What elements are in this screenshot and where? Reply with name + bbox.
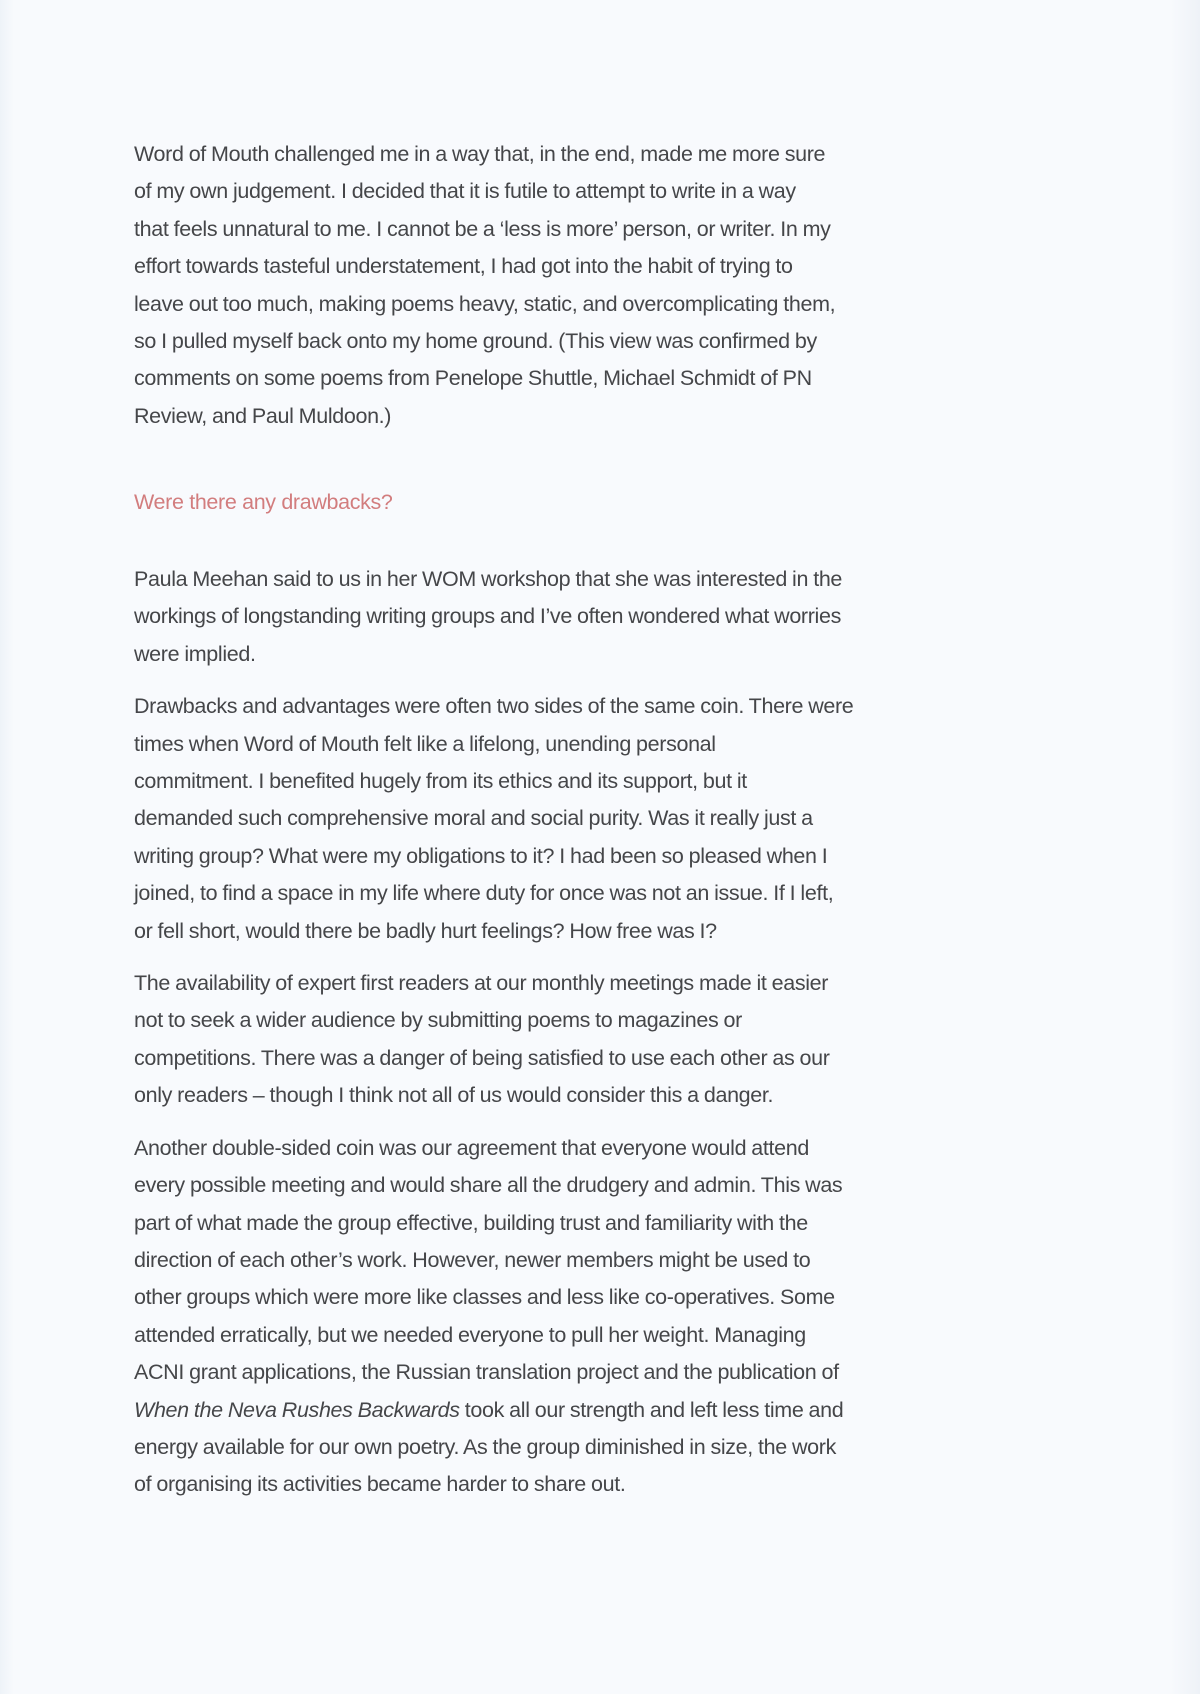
text-line: joined, to find a space in my life where duty for once was not an issue. If I left,	[134, 881, 834, 906]
text-line: not to seek a wider audience by submitting poems to magazines or	[134, 1008, 742, 1033]
text-line: of my own judgement. I decided that it is futile to attempt to write in a way	[134, 179, 796, 204]
paragraph-drawbacks-advantages	[134, 688, 1069, 950]
text-line: times when Word of Mouth felt like a lifelong, unending personal	[134, 731, 716, 756]
text-line: The availability of expert first readers at our monthly meetings made it easier	[134, 971, 829, 996]
paragraph-double-sided-coin	[134, 1130, 1069, 1504]
text-line: leave out too much, making poems heavy, static, and overcomplicating them,	[134, 291, 836, 316]
text-line: writing group? What were my obligations to it? I had been so pleased when I	[134, 843, 828, 868]
text-line: of organising its activities became harder to share out.	[134, 1472, 626, 1497]
intro-paragraph	[134, 136, 1064, 435]
section-heading: Were there any drawbacks?	[134, 490, 393, 514]
text-line: only readers – though I think not all of us would consider this a danger.	[134, 1083, 774, 1108]
section-body	[134, 561, 1069, 1519]
text-line: Paula Meehan said to us in her WOM workshop that she was interested in the	[134, 567, 843, 591]
text-line: energy available for our own poetry. As the group diminished in size, the work	[134, 1434, 836, 1459]
text-line: other groups which were more like classes and less like co-operatives. Some	[134, 1285, 835, 1310]
text-line: were implied.	[134, 641, 256, 666]
text-line: Review, and Paul Muldoon.)	[134, 403, 392, 428]
text-line: Another double-sided coin was our agreement that everyone would attend	[134, 1135, 809, 1160]
text-line: part of what made the group effective, building trust and familiarity with the	[134, 1210, 808, 1235]
text-line: or fell short, would there be badly hurt feelings? How free was I?	[134, 918, 717, 943]
text-line: demanded such comprehensive moral and social purity. Was it really just a	[134, 806, 813, 831]
paragraph-paula-meehan	[134, 561, 1069, 673]
text-line: Drawbacks and advantages were often two sides of the same coin. There were	[134, 694, 854, 719]
paragraph-expert-readers	[134, 965, 1069, 1115]
text-line-with-book-title	[134, 1392, 1069, 1429]
text-fragment: took all our strength and left less time and	[459, 1397, 844, 1422]
text-line: that feels unnatural to me. I cannot be a ‘less is more’ person, or writer. In my	[134, 216, 831, 241]
book-title: When the Neva Rushes Backwards	[134, 1397, 460, 1422]
text-line: comments on some poems from Penelope Shuttle, Michael Schmidt of PN	[134, 366, 812, 391]
text-line: every possible meeting and would share all the drudgery and admin. This was	[134, 1173, 843, 1198]
text-line: workings of longstanding writing groups and I’ve often wondered what worries	[134, 604, 841, 629]
text-line: effort towards tasteful understatement, I had got into the habit of trying to	[134, 254, 793, 279]
text-line: attended erratically, but we needed everyone to pull her weight. Managing	[134, 1322, 806, 1347]
text-line: direction of each other’s work. However, newer members might be used to	[134, 1247, 811, 1272]
text-line: Word of Mouth challenged me in a way that, in the end, made me more sure	[134, 142, 826, 166]
text-line: ACNI grant applications, the Russian translation project and the publication of	[134, 1360, 839, 1385]
text-line: so I pulled myself back onto my home ground. (This view was confirmed by	[134, 329, 817, 354]
text-line: competitions. There was a danger of being satisfied to use each other as our	[134, 1045, 830, 1070]
text-line: commitment. I benefited hugely from its ethics and its support, but it	[134, 769, 747, 794]
